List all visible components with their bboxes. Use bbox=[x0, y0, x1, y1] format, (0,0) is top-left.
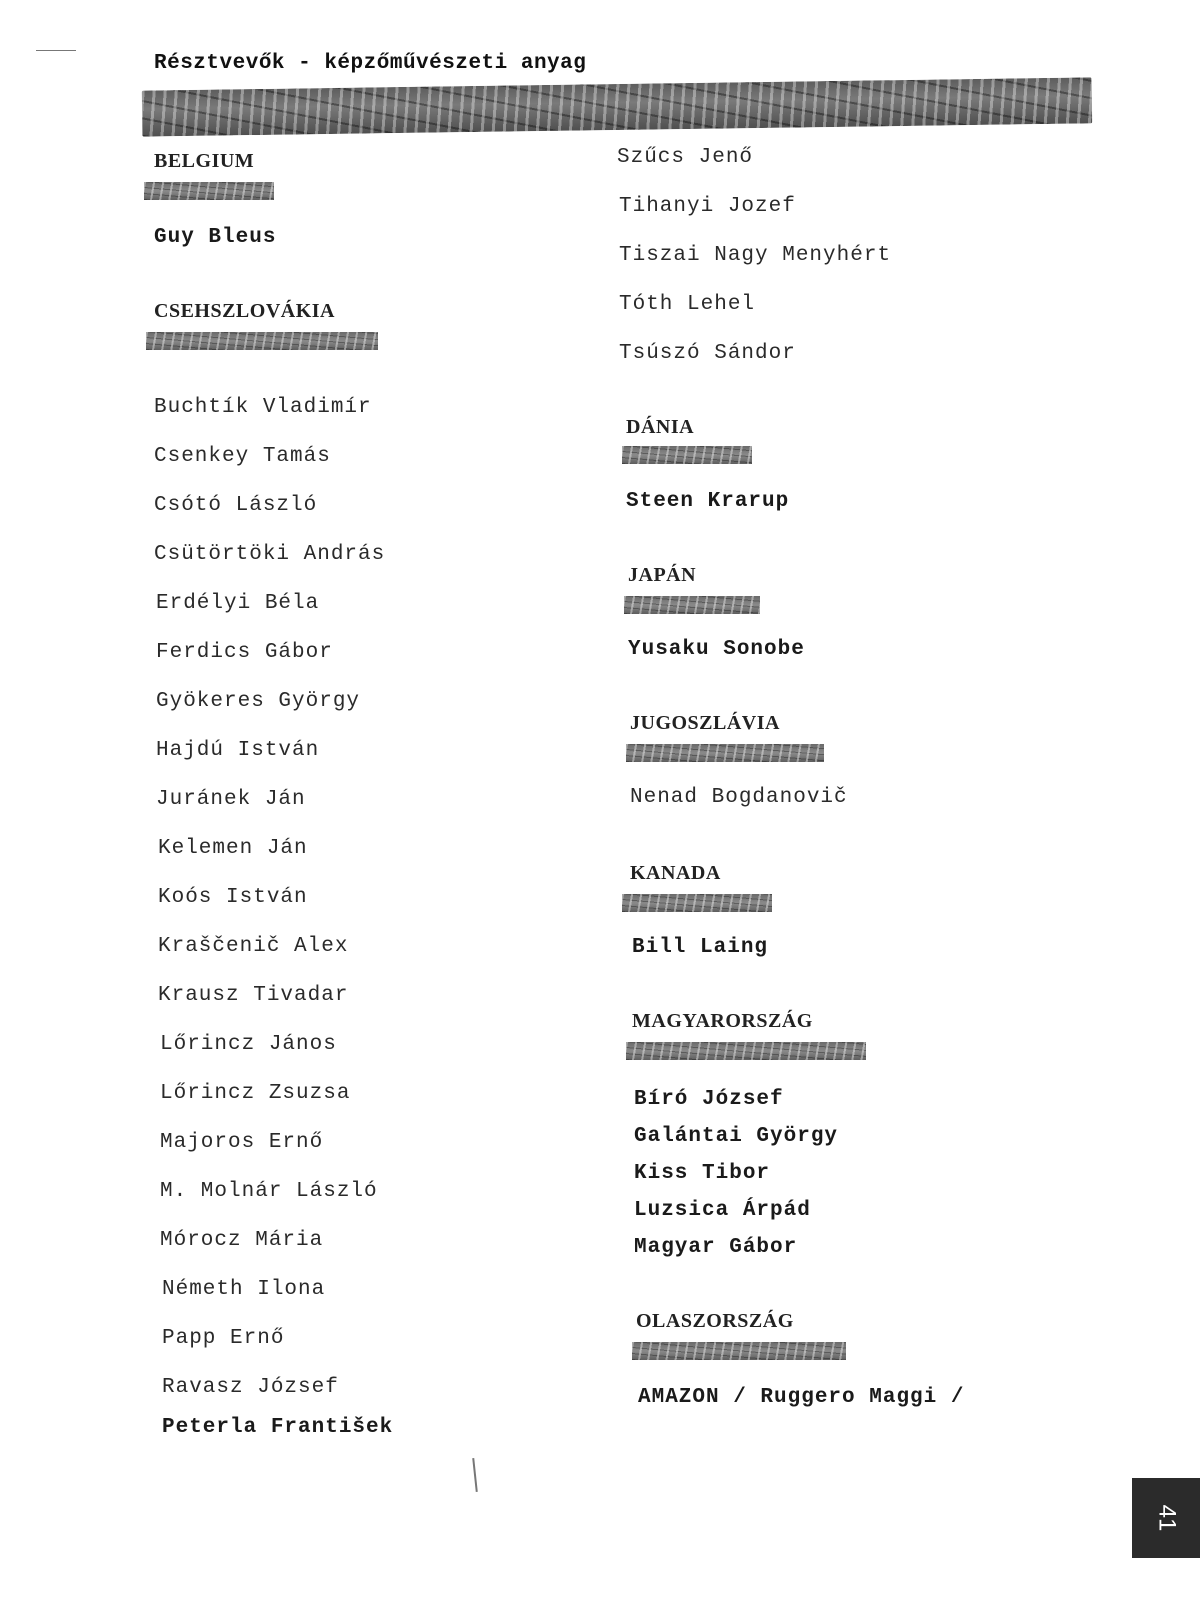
list-item: Bíró József bbox=[634, 1088, 784, 1111]
list-item: Gyökeres György bbox=[156, 690, 361, 713]
list-item: Nenad Bogdanovič bbox=[630, 786, 848, 809]
heading-dania: DÁNIA bbox=[626, 416, 695, 438]
list-item: Yusaku Sonobe bbox=[628, 638, 805, 661]
list-item: Papp Ernő bbox=[162, 1327, 285, 1350]
list-item: Ravasz József bbox=[162, 1376, 339, 1399]
heading-underline-strip bbox=[626, 1042, 866, 1060]
list-item: Buchtík Vladimír bbox=[154, 396, 372, 419]
heading-jugoszlavia: JUGOSZLÁVIA bbox=[630, 712, 780, 734]
list-item: Ferdics Gábor bbox=[156, 641, 333, 664]
list-item: Csótó László bbox=[154, 494, 318, 517]
list-item: Lőrincz Zsuzsa bbox=[160, 1082, 351, 1105]
list-item: Magyar Gábor bbox=[634, 1236, 798, 1259]
list-item: Tsúszó Sándor bbox=[619, 342, 796, 365]
list-item: Steen Krarup bbox=[626, 490, 790, 513]
list-item: Mórocz Mária bbox=[160, 1229, 324, 1252]
heading-underline-strip bbox=[622, 446, 752, 464]
list-item: Kraščenič Alex bbox=[158, 935, 349, 958]
list-item: Koós István bbox=[158, 886, 308, 909]
heading-japan: JAPÁN bbox=[628, 564, 697, 586]
page-title: Résztvevők - képzőművészeti anyag bbox=[154, 52, 587, 75]
list-item: Csenkey Tamás bbox=[154, 445, 331, 468]
list-item: Krausz Tivadar bbox=[158, 984, 349, 1007]
heading-underline-strip bbox=[626, 744, 824, 762]
heading-magyarorszag: MAGYARORSZÁG bbox=[632, 1010, 813, 1032]
heading-kanada: KANADA bbox=[630, 862, 721, 884]
heading-underline-strip bbox=[622, 894, 772, 912]
heading-olaszorszag: OLASZORSZÁG bbox=[636, 1310, 794, 1332]
list-item: Peterla František bbox=[162, 1416, 394, 1439]
heading-underline-strip bbox=[144, 182, 274, 200]
list-item: Erdélyi Béla bbox=[156, 592, 320, 615]
list-item: Luzsica Árpád bbox=[634, 1199, 811, 1222]
list-item: Kiss Tibor bbox=[634, 1162, 771, 1185]
list-item: Németh Ilona bbox=[162, 1278, 326, 1301]
heading-underline-strip bbox=[146, 332, 378, 350]
list-item: Guy Bleus bbox=[154, 226, 277, 249]
list-item: Tiszai Nagy Menyhért bbox=[619, 244, 892, 267]
list-item: M. Molnár László bbox=[160, 1180, 378, 1203]
page-number-tab bbox=[1132, 1478, 1200, 1558]
heading-csehszlovakia: CSEHSZLOVÁKIA bbox=[154, 300, 335, 322]
stray-mark bbox=[36, 50, 76, 51]
header-collage-strip bbox=[142, 77, 1093, 136]
list-item: Bill Laing bbox=[632, 936, 769, 959]
list-item: Majoros Ernő bbox=[160, 1131, 324, 1154]
list-item: AMAZON / Ruggero Maggi / bbox=[638, 1386, 965, 1409]
list-item: Juránek Ján bbox=[156, 788, 306, 811]
stray-mark bbox=[472, 1458, 478, 1492]
page-number: 41 bbox=[1152, 1504, 1180, 1532]
list-item: Tóth Lehel bbox=[619, 293, 756, 316]
list-item: Csütörtöki András bbox=[154, 543, 386, 566]
list-item: Lőrincz János bbox=[160, 1033, 337, 1056]
list-item: Tihanyi Jozef bbox=[619, 195, 796, 218]
list-item: Hajdú István bbox=[156, 739, 320, 762]
heading-underline-strip bbox=[624, 596, 760, 614]
list-item: Kelemen Ján bbox=[158, 837, 308, 860]
list-item: Galántai György bbox=[634, 1125, 839, 1148]
heading-belgium: BELGIUM bbox=[154, 150, 255, 172]
heading-underline-strip bbox=[632, 1342, 846, 1360]
list-item: Szűcs Jenő bbox=[617, 146, 754, 169]
